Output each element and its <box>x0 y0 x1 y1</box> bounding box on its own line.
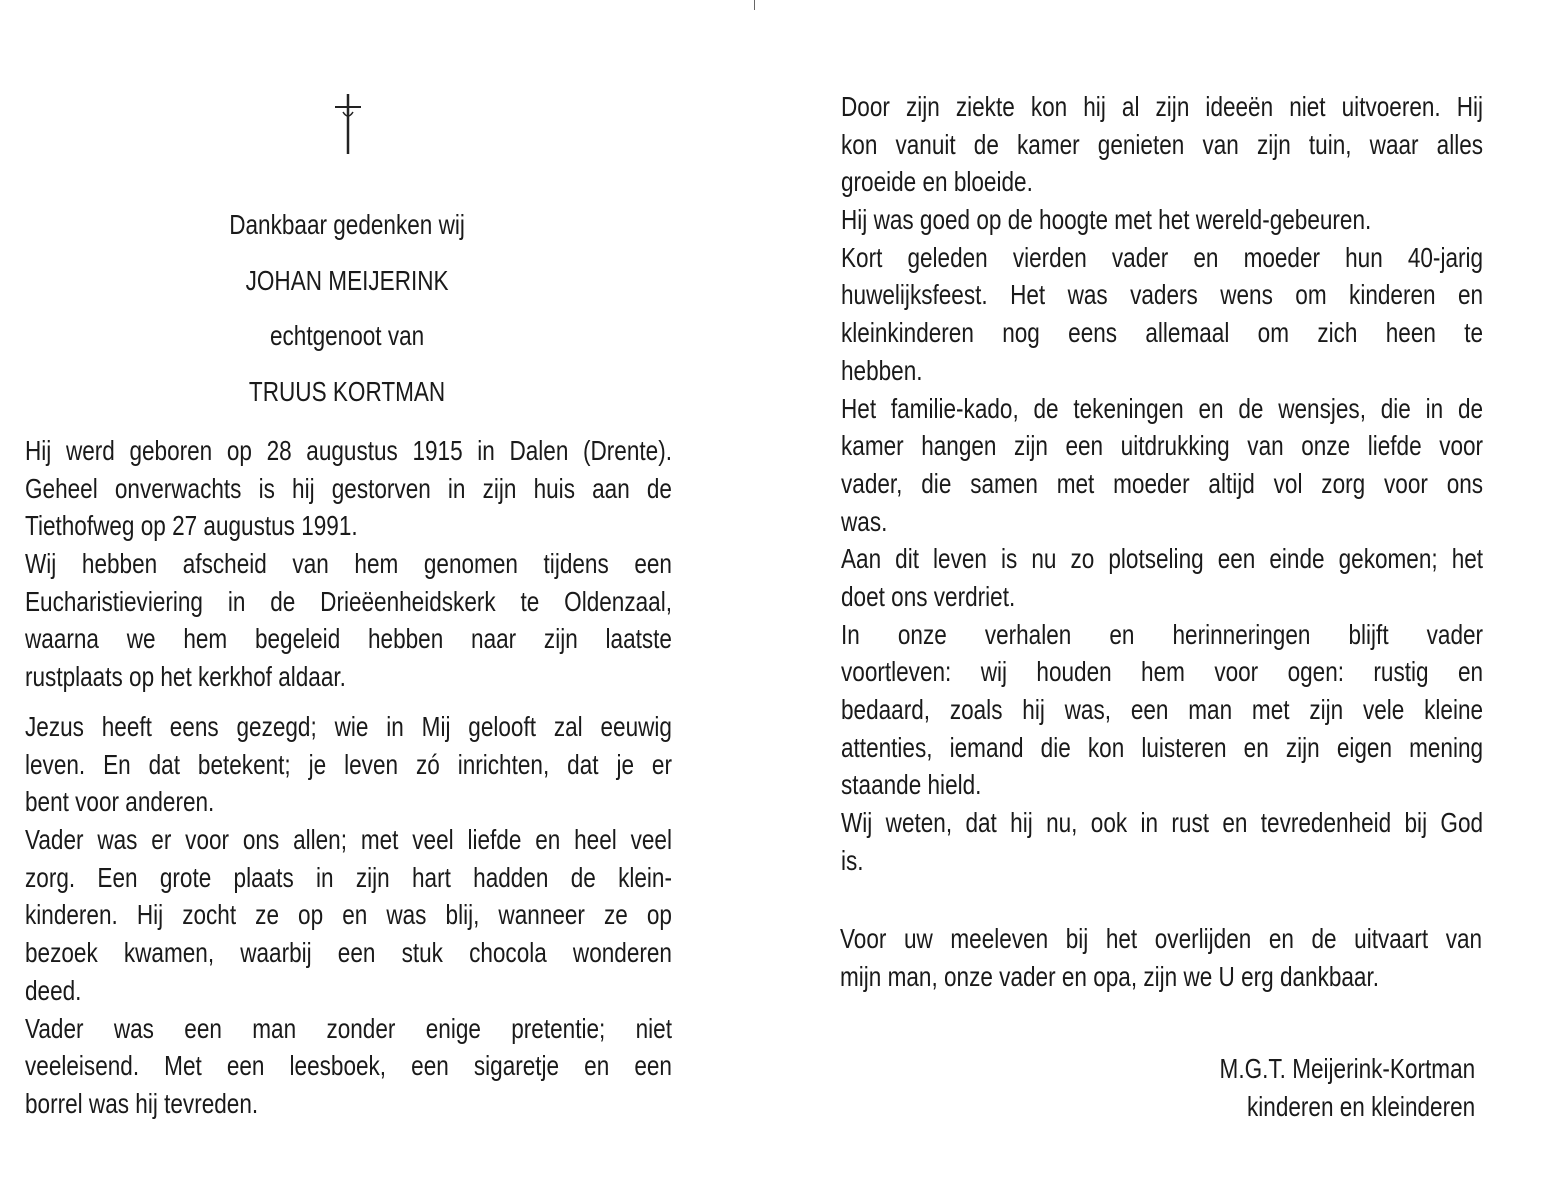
right-text-block-2 <box>840 920 1564 995</box>
paragraph-line: doet ons verdriet. <box>841 580 1016 612</box>
paragraph-line: rustplaats op het kerkhof aldaar. <box>25 661 346 693</box>
paragraph-line: staande hield. <box>841 769 982 801</box>
paragraph-line: mijn man, onze vader en opa, zijn we U erg dankbaar. <box>840 960 1380 992</box>
paragraph-line: groeide en bloeide. <box>841 166 1033 198</box>
paragraph-line: In onze verhalen en herinneringen blijft vader <box>841 618 1484 650</box>
signature-family: kinderen en kleinderen <box>1246 1090 1476 1122</box>
paragraph-line: zorg. Een grote plaats in zijn hart hadden de klein- <box>25 861 672 893</box>
paragraph-line: hebben. <box>841 354 923 386</box>
paragraph-line: Voor uw meeleven bij het overlijden en de uitvaart van <box>840 923 1483 954</box>
paragraph-line: Hij werd geboren op 28 augustus 1915 in Dalen (Drente). <box>25 435 672 466</box>
paragraph-line: Het familie-kado, de tekeningen en de wensjes, die in de <box>841 392 1484 424</box>
paragraph-line: deed. <box>25 974 82 1006</box>
spouse-name: TRUUS KORTMAN <box>248 375 446 407</box>
paragraph-line: vader, die samen met moeder altijd vol zorg voor ons <box>841 467 1484 499</box>
right-text-block-1 <box>841 88 1564 879</box>
left-text-block-1 <box>25 432 814 696</box>
paragraph-line: was. <box>841 505 888 537</box>
paragraph-line: veeleisend. Met een leesboek, een sigaretje en een <box>25 1050 672 1082</box>
paragraph-line: leven. En dat betekent; je leven zó inrichten, dat je er <box>25 748 672 780</box>
left-text-block-2 <box>25 708 814 1123</box>
paragraph-line: voortleven: wij houden hem voor ogen: rustig en <box>841 656 1484 688</box>
paragraph-line: Vader was een man zonder enige pretentie; niet <box>25 1012 672 1044</box>
paragraph-line: huwelijksfeest. Het was vaders wens om kinderen en <box>841 279 1484 311</box>
paragraph-line: bedaard, zoals hij was, een man met zijn vele kleine <box>841 694 1484 725</box>
paragraph-line: waarna we hem begeleid hebben naar zijn laatste <box>25 623 672 655</box>
signature-name: M.G.T. Meijerink-Kortman <box>1219 1053 1476 1084</box>
paragraph-line: kon vanuit de kamer genieten van zijn tuin, waar alles <box>841 128 1484 160</box>
paragraph-line: Kort geleden vierden vader en moeder hun 40-jarig <box>841 241 1484 273</box>
memorial-header <box>147 200 547 422</box>
paragraph-line: Jezus heeft eens gezegd; wie in Mij gelooft zal eeuwig <box>25 711 672 742</box>
relation-text: echtgenoot van <box>269 320 425 351</box>
paragraph-line: kleinkinderen nog eens allemaal om zich heen te <box>841 317 1484 349</box>
paragraph-line: Door zijn ziekte kon hij al zijn ideeën niet uitvoeren. Hij <box>841 91 1484 122</box>
paragraph-line: Tiethofweg op 27 augustus 1991. <box>25 510 358 542</box>
paragraph-line: Wij weten, dat hij nu, ook in rust en tevredenheid bij God <box>841 807 1484 839</box>
signature-block <box>1075 1050 1475 1125</box>
intro-text: Dankbaar gedenken wij <box>229 209 465 240</box>
paragraph-line: Vader was er voor ons allen; met veel liefde en heel veel <box>25 824 672 856</box>
paragraph-line: borrel was hij tevreden. <box>25 1087 259 1119</box>
paragraph-line: Aan dit leven is nu zo plotseling een einde gekomen; het <box>841 543 1484 575</box>
paragraph-line: bent voor anderen. <box>25 786 215 818</box>
paragraph-line: Eucharistieviering in de Drieëenheidskerk te Oldenzaal, <box>25 585 672 617</box>
paragraph-line: Wij hebben afscheid van hem genomen tijdens een <box>25 548 672 580</box>
paragraph-line: kinderen. Hij zocht ze op en was blij, wanneer ze op <box>25 899 672 931</box>
paragraph-line: Hij was goed op de hoogte met het wereld-gebeuren. <box>841 204 1372 236</box>
paragraph-line: attenties, iemand die kon luisteren en zijn eigen mening <box>841 731 1484 763</box>
paragraph-line: kamer hangen zijn een uitdrukking van onze liefde voor <box>841 430 1484 462</box>
cross-icon <box>333 92 363 156</box>
deceased-name: JOHAN MEIJERINK <box>245 264 449 296</box>
paragraph-line: Geheel onverwachts is hij gestorven in zijn huis aan de <box>25 472 672 504</box>
paragraph-line: is. <box>841 844 864 876</box>
fold-mark <box>754 0 755 10</box>
paragraph-line: bezoek kwamen, waarbij een stuk chocola wonderen <box>25 937 672 969</box>
